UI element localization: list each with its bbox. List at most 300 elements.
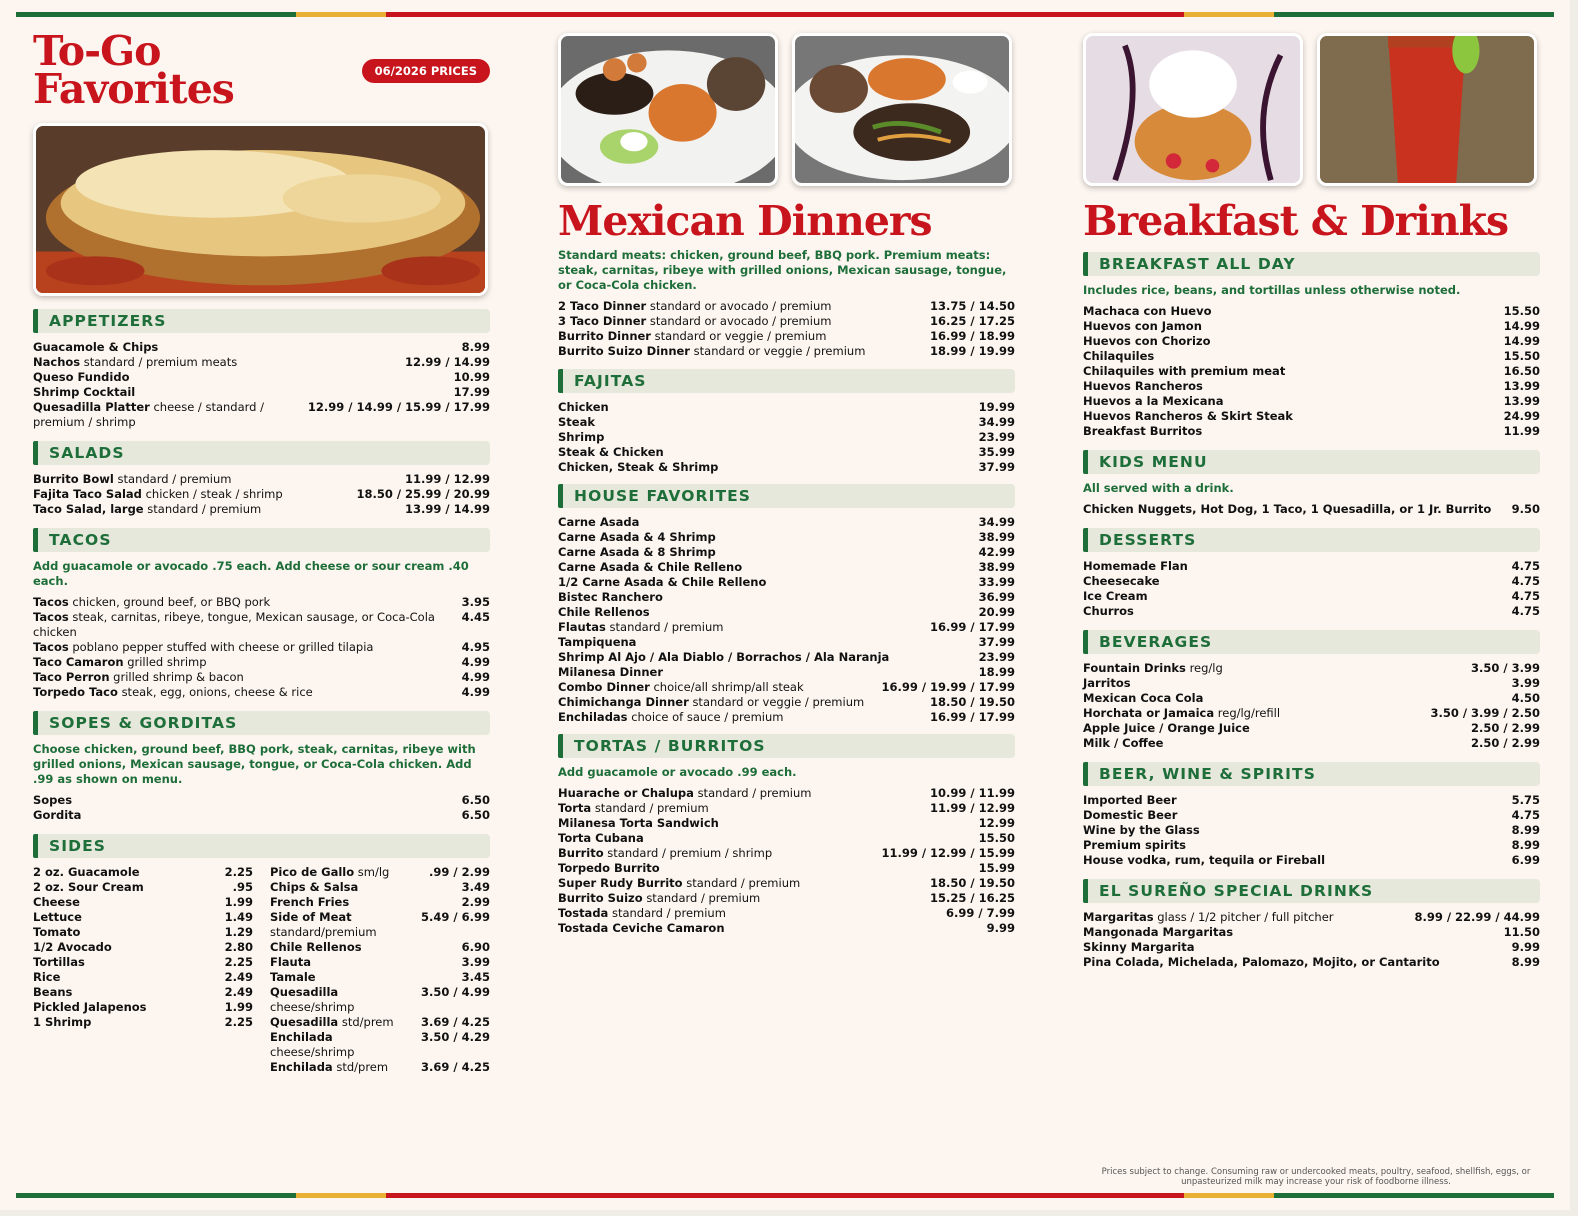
item-name: Flautas	[558, 620, 606, 634]
item-name: Tacos	[33, 595, 69, 609]
item-price: 9.99	[1511, 940, 1540, 954]
item-name: Margaritas	[1083, 910, 1154, 924]
item-label	[558, 344, 930, 359]
item-price: 6.50	[461, 808, 490, 822]
item-name: Torta	[558, 801, 592, 815]
item-name: Fajita Taco Salad	[33, 487, 142, 501]
menu-item	[33, 655, 490, 670]
item-price: 19.99	[978, 400, 1015, 414]
item-description: standard or veggie / premium	[692, 695, 865, 709]
menu-item	[558, 846, 1015, 861]
item-label	[33, 925, 225, 940]
item-price: 18.50 / 25.99 / 20.99	[356, 487, 490, 501]
item-name: Tomato	[33, 925, 81, 939]
item-name: Huarache or Chalupa	[558, 786, 694, 800]
menu-item	[1083, 838, 1540, 853]
menu-item	[33, 1015, 253, 1030]
item-price: 1.99	[224, 895, 253, 909]
item-label	[558, 620, 930, 635]
item-name: Nachos	[33, 355, 81, 369]
menu-item	[558, 921, 1015, 936]
item-name: House vodka, rum, tequila or Fireball	[1083, 853, 1326, 867]
item-price: 11.99 / 12.99	[405, 472, 490, 486]
item-label	[1083, 604, 1512, 619]
item-price: .99 / 2.99	[429, 865, 490, 879]
item-description: standard or veggie / premium	[654, 329, 827, 343]
item-name: Burrito	[558, 846, 604, 860]
sides-grid	[33, 865, 490, 1075]
item-description: cheese / standard / premium / shrimp	[33, 400, 265, 429]
item-price: 4.99	[461, 655, 490, 669]
item-name: Quesadilla	[270, 1015, 339, 1029]
breakfast-note: Includes rice, beans, and tortillas unless otherwise noted.	[1083, 283, 1461, 297]
item-price: 10.99	[453, 370, 490, 384]
item-name: Chile Rellenos	[270, 940, 362, 954]
item-price: 6.90	[461, 940, 490, 954]
item-label	[558, 299, 930, 314]
item-name: Taco Perron	[33, 670, 110, 684]
menu-item	[33, 670, 490, 685]
item-name: Burrito Dinner	[558, 329, 651, 343]
menu-item	[33, 595, 490, 610]
fajita-plate-photo	[792, 33, 1012, 186]
item-price: 3.50 / 3.99 / 2.50	[1430, 706, 1540, 720]
item-label	[1083, 502, 1512, 517]
item-name: Quesadilla	[270, 985, 339, 999]
menu-item	[33, 340, 490, 355]
menu-item	[1083, 502, 1540, 517]
item-label	[1083, 940, 1512, 955]
bottom-color-stripe	[16, 1193, 1554, 1198]
item-name: Milanesa Torta Sandwich	[558, 816, 719, 830]
item-name: Shrimp Al Ajo / Ala Diablo / Borrachos / Ala Naranja	[558, 650, 890, 664]
item-price: 37.99	[978, 460, 1015, 474]
item-label	[33, 370, 454, 385]
item-label	[33, 808, 462, 823]
item-name: Tacos	[33, 640, 69, 654]
menu-item	[33, 640, 490, 655]
item-label	[33, 955, 225, 970]
item-description: choice of sauce / premium	[631, 710, 784, 724]
item-label	[33, 595, 462, 610]
item-name: Beans	[33, 985, 73, 999]
item-price: 2.49	[224, 985, 253, 999]
item-name: Tostada	[558, 906, 609, 920]
item-label	[270, 955, 462, 970]
column-dinners	[558, 30, 1015, 936]
item-name: Breakfast Burritos	[1083, 424, 1203, 438]
column-breakfast	[1083, 30, 1540, 970]
item-price: 42.99	[978, 545, 1015, 559]
tortas-note: Add guacamole or avocado .99 each.	[558, 765, 797, 779]
item-description: steak, egg, onions, cheese & rice	[121, 685, 313, 699]
item-price: 3.45	[461, 970, 490, 984]
item-price: 4.99	[461, 685, 490, 699]
item-name: Huevos con Chorizo	[1083, 334, 1211, 348]
item-price: 14.99	[1503, 334, 1540, 348]
item-label	[1083, 793, 1512, 808]
menu-item	[558, 786, 1015, 801]
item-price: 16.50	[1503, 364, 1540, 378]
item-name: Domestic Beer	[1083, 808, 1178, 822]
menu-item	[1083, 304, 1540, 319]
menu-item	[33, 355, 490, 370]
item-description: standard / premium / shrimp	[607, 846, 773, 860]
item-name: Mexican Coca Cola	[1083, 691, 1204, 705]
item-label	[558, 314, 930, 329]
item-price: 3.69 / 4.25	[421, 1015, 490, 1029]
item-price: 34.99	[978, 415, 1015, 429]
item-price: 23.99	[978, 650, 1015, 664]
item-label	[1083, 661, 1471, 676]
item-description: standard / premium	[646, 891, 761, 905]
item-price: 18.99	[978, 665, 1015, 679]
item-price: 4.75	[1511, 574, 1540, 588]
item-label	[1083, 559, 1512, 574]
item-name: 2 oz. Guacamole	[33, 865, 140, 879]
item-name: Pico de Gallo	[270, 865, 355, 879]
item-label	[1083, 691, 1512, 706]
dinners-list	[558, 299, 1015, 359]
item-name: Tostada Ceviche Camaron	[558, 921, 725, 935]
menu-item	[558, 906, 1015, 921]
item-name: Steak & Chicken	[558, 445, 664, 459]
item-name: Shrimp	[558, 430, 605, 444]
item-price: 14.99	[1503, 319, 1540, 333]
item-name: Enchiladas	[558, 710, 628, 724]
item-label	[558, 575, 979, 590]
item-name: Taco Camaron	[33, 655, 124, 669]
item-name: Super Rudy Burrito	[558, 876, 683, 890]
item-name: Fountain Drinks	[1083, 661, 1186, 675]
item-price: 11.50	[1503, 925, 1540, 939]
item-label	[270, 970, 462, 985]
menu-item	[33, 610, 490, 640]
menu-item	[1083, 319, 1540, 334]
menu-item	[1083, 853, 1540, 868]
item-name: Chips & Salsa	[270, 880, 359, 894]
item-price: 8.99	[1511, 823, 1540, 837]
item-label	[1083, 349, 1504, 364]
menu-item	[1083, 706, 1540, 721]
item-name: Skinny Margarita	[1083, 940, 1195, 954]
item-name: Huevos a la Mexicana	[1083, 394, 1224, 408]
menu-item	[1083, 559, 1540, 574]
menu-item	[33, 1000, 253, 1015]
beer-wine-heading: BEER, WINE & SPIRITS	[1083, 762, 1540, 786]
item-label	[33, 487, 356, 502]
item-label	[1083, 823, 1512, 838]
item-price: 4.75	[1511, 589, 1540, 603]
breakfast-heading: BREAKFAST ALL DAY	[1083, 252, 1540, 276]
menu-item	[270, 970, 490, 985]
item-label	[558, 786, 930, 801]
special-drinks-heading: EL SUREÑO SPECIAL DRINKS	[1083, 879, 1540, 903]
item-description: standard/premium	[270, 925, 377, 939]
menu-item	[558, 515, 1015, 530]
item-label	[1083, 706, 1430, 721]
item-price: 2.99	[461, 895, 490, 909]
menu-item	[33, 685, 490, 700]
menu-item	[33, 910, 253, 925]
item-name: Wine by the Glass	[1083, 823, 1200, 837]
item-name: Tacos	[33, 610, 69, 624]
item-name: Enchilada	[270, 1030, 333, 1044]
item-name: Milanesa Dinner	[558, 665, 664, 679]
item-name: Chicken, Steak & Shrimp	[558, 460, 719, 474]
menu-item	[558, 891, 1015, 906]
menu-item	[558, 680, 1015, 695]
item-label	[270, 1015, 421, 1030]
item-price: 13.99 / 14.99	[405, 502, 490, 516]
item-price: 36.99	[978, 590, 1015, 604]
menu-item	[1083, 676, 1540, 691]
item-price: 2.25	[224, 1015, 253, 1029]
item-price: 23.99	[978, 430, 1015, 444]
item-price: 3.99	[461, 955, 490, 969]
item-label	[558, 695, 930, 710]
item-price: 6.99 / 7.99	[946, 906, 1015, 920]
item-label	[558, 680, 881, 695]
salads-heading: SALADS	[33, 441, 490, 465]
item-price: 2.80	[224, 940, 253, 954]
item-name: Burrito Suizo Dinner	[558, 344, 690, 358]
item-price: 15.50	[1503, 349, 1540, 363]
menu-item	[558, 460, 1015, 475]
item-price: 37.99	[978, 635, 1015, 649]
item-name: Bistec Ranchero	[558, 590, 663, 604]
item-price: 8.99	[1511, 955, 1540, 969]
item-description: reg/lg/refill	[1217, 706, 1281, 720]
item-description: glass / 1/2 pitcher / full pitcher	[1157, 910, 1334, 924]
item-price: 4.75	[1511, 808, 1540, 822]
item-price: 3.49	[461, 880, 490, 894]
item-price: 16.99 / 19.99 / 17.99	[881, 680, 1015, 694]
menu-item	[1083, 349, 1540, 364]
item-description: standard / premium	[147, 502, 262, 516]
item-label	[1083, 589, 1512, 604]
menu-item	[270, 910, 490, 940]
item-name: Guacamole & Chips	[33, 340, 159, 354]
item-label	[558, 831, 979, 846]
item-label	[558, 445, 979, 460]
item-label	[33, 1000, 225, 1015]
item-price: 8.99	[1511, 838, 1540, 852]
menu-item	[33, 487, 490, 502]
item-label	[558, 590, 979, 605]
item-name: Apple Juice / Orange Juice	[1083, 721, 1250, 735]
item-price: 1.29	[224, 925, 253, 939]
kids-note: All served with a drink.	[1083, 481, 1234, 495]
item-name: Burrito Bowl	[33, 472, 114, 486]
menu-item	[270, 1030, 490, 1060]
breakfast-list	[1083, 304, 1540, 439]
item-description: cheese/shrimp	[270, 1045, 355, 1059]
item-label	[33, 502, 405, 517]
item-description: sm/lg	[357, 865, 390, 879]
menu-item	[1083, 424, 1540, 439]
item-label	[1083, 409, 1504, 424]
item-price: 18.99 / 19.99	[930, 344, 1015, 358]
menu-item	[558, 329, 1015, 344]
item-description: standard / premium	[609, 620, 724, 634]
menu-item	[558, 831, 1015, 846]
item-price: 13.99	[1503, 379, 1540, 393]
item-name: Huevos Rancheros & Skirt Steak	[1083, 409, 1293, 423]
menu-item	[270, 895, 490, 910]
item-label	[558, 891, 930, 906]
item-price: 3.50 / 4.99	[421, 985, 490, 999]
item-label	[1083, 808, 1512, 823]
salads-list	[33, 472, 490, 517]
item-price: 15.99	[978, 861, 1015, 875]
item-label	[270, 880, 462, 895]
item-label	[558, 906, 946, 921]
sides-heading: SIDES	[33, 834, 490, 858]
menu-item	[558, 344, 1015, 359]
item-name: Horchata or Jamaica	[1083, 706, 1215, 720]
item-price: 16.99 / 17.99	[930, 620, 1015, 634]
item-name: Enchilada	[270, 1060, 333, 1074]
item-name: Jarritos	[1083, 676, 1131, 690]
item-label	[33, 670, 462, 685]
item-price: 12.99	[978, 816, 1015, 830]
item-price: 6.99	[1511, 853, 1540, 867]
item-description: standard / premium	[594, 801, 709, 815]
item-price: 15.50	[978, 831, 1015, 845]
item-price: 2.50 / 2.99	[1471, 736, 1540, 750]
menu-item	[33, 502, 490, 517]
item-description: chicken, ground beef, or BBQ pork	[72, 595, 271, 609]
item-label	[33, 685, 462, 700]
item-label	[270, 895, 462, 910]
item-label	[33, 865, 225, 880]
item-price: 10.99 / 11.99	[930, 786, 1015, 800]
item-price: 11.99	[1503, 424, 1540, 438]
item-name: Chile Rellenos	[558, 605, 650, 619]
item-price: 13.75 / 14.50	[930, 299, 1015, 313]
dessert-photo	[1083, 33, 1303, 186]
item-name: Shrimp Cocktail	[33, 385, 136, 399]
item-price: 18.50 / 19.50	[930, 876, 1015, 890]
menu-item	[1083, 574, 1540, 589]
menu-item	[1083, 379, 1540, 394]
item-label	[558, 861, 979, 876]
menu-item	[558, 314, 1015, 329]
item-label	[270, 985, 421, 1015]
item-name: 3 Taco Dinner	[558, 314, 647, 328]
menu-item	[558, 590, 1015, 605]
dinner-photos	[558, 33, 1015, 186]
item-name: Chilaquiles	[1083, 349, 1155, 363]
item-description: standard or avocado / premium	[649, 314, 832, 328]
item-label	[1083, 424, 1504, 439]
item-name: Combo Dinner	[558, 680, 650, 694]
item-name: Carne Asada	[558, 515, 640, 529]
item-name: Rice	[33, 970, 61, 984]
item-price: 15.50	[1503, 304, 1540, 318]
page-title: To-Go Favorites	[33, 27, 234, 113]
house-favorites-heading: HOUSE FAVORITES	[558, 484, 1015, 508]
item-price: 5.49 / 6.99	[421, 910, 490, 924]
item-name: Carne Asada & 4 Shrimp	[558, 530, 716, 544]
menu-item	[33, 400, 490, 430]
menu-item	[270, 1015, 490, 1030]
item-description: std/prem	[336, 1060, 389, 1074]
item-description: standard or avocado / premium	[649, 299, 832, 313]
item-label	[558, 515, 979, 530]
item-label	[33, 985, 225, 1000]
item-price: 35.99	[978, 445, 1015, 459]
menu-item	[1083, 940, 1540, 955]
item-price: 12.99 / 14.99	[405, 355, 490, 369]
sides-left-list	[33, 865, 253, 1075]
item-price: 38.99	[978, 530, 1015, 544]
item-label	[1083, 853, 1512, 868]
fajitas-heading: FAJITAS	[558, 369, 1015, 393]
item-label	[33, 400, 308, 430]
menu-item	[33, 472, 490, 487]
appetizers-heading: APPETIZERS	[33, 309, 490, 333]
menu-item	[1083, 589, 1540, 604]
kids-list	[1083, 502, 1540, 517]
menu-item	[558, 560, 1015, 575]
item-name: 1/2 Carne Asada & Chile Relleno	[558, 575, 767, 589]
item-name: Torpedo Burrito	[558, 861, 660, 875]
menu-item	[33, 880, 253, 895]
menu-item	[558, 801, 1015, 816]
item-label	[33, 895, 225, 910]
item-name: Tamale	[270, 970, 316, 984]
item-name: Lettuce	[33, 910, 82, 924]
item-label	[558, 545, 979, 560]
item-name: Pickled Jalapenos	[33, 1000, 147, 1014]
item-label	[33, 880, 233, 895]
menu-item	[558, 415, 1015, 430]
menu-item	[33, 895, 253, 910]
menu-item	[1083, 394, 1540, 409]
menu-item	[1083, 910, 1540, 925]
item-name: Flauta	[270, 955, 312, 969]
item-label	[33, 472, 405, 487]
item-label	[1083, 394, 1504, 409]
item-label	[270, 1060, 421, 1075]
drink-photo	[1317, 33, 1537, 186]
menu-item	[558, 620, 1015, 635]
item-label	[33, 640, 462, 655]
item-name: Torta Cubana	[558, 831, 644, 845]
item-description: standard / premium	[686, 876, 801, 890]
item-price: 24.99	[1503, 409, 1540, 423]
menu-item	[558, 861, 1015, 876]
item-label	[1083, 721, 1471, 736]
menu-item	[270, 985, 490, 1015]
item-label	[558, 400, 979, 415]
menu-item	[270, 1060, 490, 1075]
menu-item	[33, 793, 490, 808]
menu-item	[33, 925, 253, 940]
menu-item	[33, 940, 253, 955]
item-price: 2.49	[224, 970, 253, 984]
item-label	[33, 910, 225, 925]
sopes-list	[33, 793, 490, 823]
menu-item	[33, 985, 253, 1000]
item-label	[270, 865, 429, 880]
item-name: 2 Taco Dinner	[558, 299, 647, 313]
item-price: 4.50	[1511, 691, 1540, 705]
item-price: 8.99 / 22.99 / 44.99	[1414, 910, 1540, 924]
item-description: steak, carnitas, ribeye, tongue, Mexican sausage, or Coca-Cola chicken	[33, 610, 435, 639]
